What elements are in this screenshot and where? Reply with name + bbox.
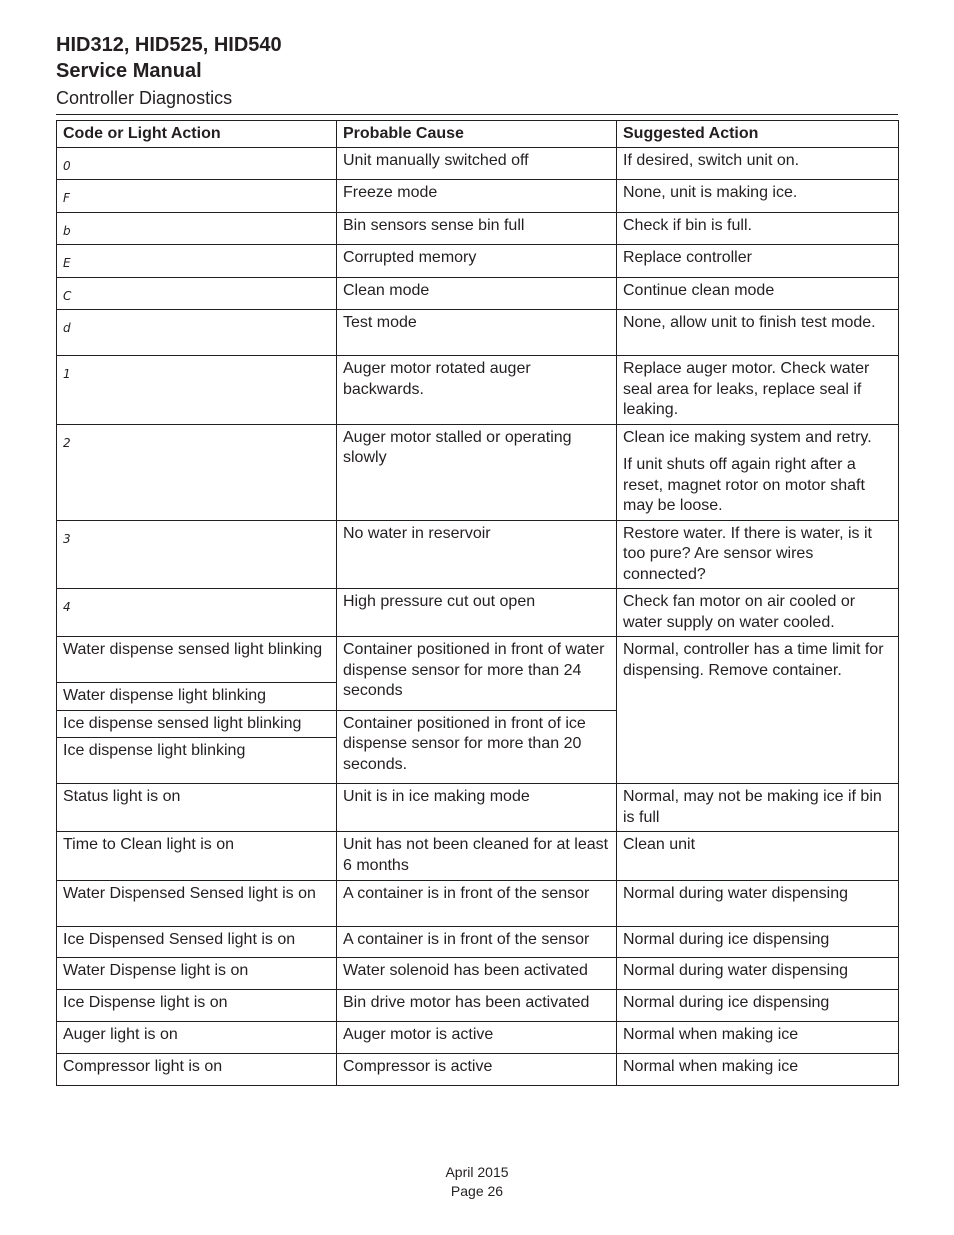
suggested-action: Continue clean mode (617, 277, 899, 310)
suggested-action: None, allow unit to finish test mode. (617, 310, 899, 356)
probable-cause: A container is in front of the sensor (337, 927, 617, 958)
display-code: E (57, 245, 337, 278)
page-number: Page 26 (450, 1183, 504, 1199)
display-code: 4 (57, 589, 337, 637)
footer-date: April 2015 (445, 1164, 509, 1180)
light-action: Water Dispense light is on (57, 958, 337, 990)
probable-cause: Compressor is active (337, 1054, 617, 1086)
suggested-action: Check if bin is full. (617, 212, 899, 245)
table-row (57, 147, 899, 180)
probable-cause: Corrupted memory (337, 245, 617, 278)
suggested-action: Normal during water dispensing (617, 958, 899, 990)
probable-cause: Water solenoid has been activated (337, 958, 617, 990)
probable-cause: High pressure cut out open (337, 589, 617, 637)
probable-cause: A container is in front of the sensor (337, 881, 617, 927)
suggested-action: If desired, switch unit on. (617, 147, 899, 180)
display-code: F (57, 180, 337, 213)
table-row (57, 277, 899, 310)
suggested-action-line: Clean ice making system and retry. (623, 428, 872, 446)
probable-cause: No water in reservoir (337, 520, 617, 589)
probable-cause: Unit has not been cleaned for at least 6 months (337, 832, 617, 881)
table-row (57, 784, 899, 832)
table-row (57, 637, 899, 683)
light-action: Water dispense sensed light blinking (57, 637, 337, 683)
display-code: 1 (57, 356, 337, 425)
suggested-action: Replace auger motor. Check water seal area for leaks, replace seal if leaking. (617, 356, 899, 425)
column-header: Probable Cause (337, 121, 617, 148)
diagnostics-table (56, 120, 899, 1086)
suggested-action: Check fan motor on air cooled or water supply on water cooled. (617, 589, 899, 637)
probable-cause: Auger motor stalled or operating slowly (337, 424, 617, 520)
light-action: Auger light is on (57, 1022, 337, 1054)
table-row (57, 245, 899, 278)
suggested-action: Normal when making ice (617, 1054, 899, 1086)
table-row (57, 212, 899, 245)
table-row (57, 927, 899, 958)
table-row (57, 180, 899, 213)
display-code: b (57, 212, 337, 245)
light-action: Ice Dispensed Sensed light is on (57, 927, 337, 958)
light-action: Compressor light is on (57, 1054, 337, 1086)
probable-cause: Bin sensors sense bin full (337, 212, 617, 245)
probable-cause: Test mode (337, 310, 617, 356)
probable-cause: Freeze mode (337, 180, 617, 213)
suggested-action: Normal during water dispensing (617, 881, 899, 927)
suggested-action (617, 424, 899, 520)
table-row (57, 310, 899, 356)
column-header: Suggested Action (617, 121, 899, 148)
light-action: Ice dispense sensed light blinking (57, 710, 337, 738)
suggested-action: Normal, may not be making ice if bin is full (617, 784, 899, 832)
display-code: 3 (57, 520, 337, 589)
suggested-action: None, unit is making ice. (617, 180, 899, 213)
section-title: Controller Diagnostics (56, 88, 233, 108)
light-action: Water Dispensed Sensed light is on (57, 881, 337, 927)
probable-cause: Container positioned in front of water dispense sensor for more than 24 seconds (337, 637, 617, 711)
table-row (57, 832, 899, 881)
table-row (57, 881, 899, 927)
display-code: 2 (57, 424, 337, 520)
light-action: Ice dispense light blinking (57, 738, 337, 784)
suggested-action: Normal when making ice (617, 1022, 899, 1054)
suggested-action: Normal during ice dispensing (617, 927, 899, 958)
probable-cause: Auger motor is active (337, 1022, 617, 1054)
light-action: Status light is on (57, 784, 337, 832)
page-footer (0, 1163, 954, 1201)
probable-cause: Unit manually switched off (337, 147, 617, 180)
header-rule (56, 114, 898, 115)
suggested-action: Normal, controller has a time limit for dispensing. Remove container. (617, 637, 899, 784)
table-row (57, 990, 899, 1022)
suggested-action: Normal during ice dispensing (617, 990, 899, 1022)
table-row (57, 1022, 899, 1054)
table-row (57, 424, 899, 520)
table-row (57, 520, 899, 589)
light-action: Time to Clean light is on (57, 832, 337, 881)
suggested-action: Restore water. If there is water, is it too pure? Are sensor wires connected? (617, 520, 899, 589)
table-header-row (57, 121, 899, 148)
suggested-action-line: If unit shuts off again right after a reset, magnet rotor on motor shaft may be loose. (623, 456, 865, 514)
probable-cause: Container positioned in front of ice dispense sensor for more than 20 seconds. (337, 710, 617, 784)
display-code: 0 (57, 147, 337, 180)
column-header: Code or Light Action (57, 121, 337, 148)
manual-models-title: HID312, HID525, HID540 (56, 34, 282, 56)
manual-title: Service Manual (56, 60, 202, 82)
display-code: C (57, 277, 337, 310)
suggested-action: Replace controller (617, 245, 899, 278)
light-action: Water dispense light blinking (57, 683, 337, 711)
probable-cause: Bin drive motor has been activated (337, 990, 617, 1022)
suggested-action: Clean unit (617, 832, 899, 881)
display-code: d (57, 310, 337, 356)
table-row (57, 589, 899, 637)
probable-cause: Clean mode (337, 277, 617, 310)
table-row (57, 356, 899, 425)
table-row (57, 1054, 899, 1086)
probable-cause: Auger motor rotated auger backwards. (337, 356, 617, 425)
light-action: Ice Dispense light is on (57, 990, 337, 1022)
table-row (57, 958, 899, 990)
probable-cause: Unit is in ice making mode (337, 784, 617, 832)
